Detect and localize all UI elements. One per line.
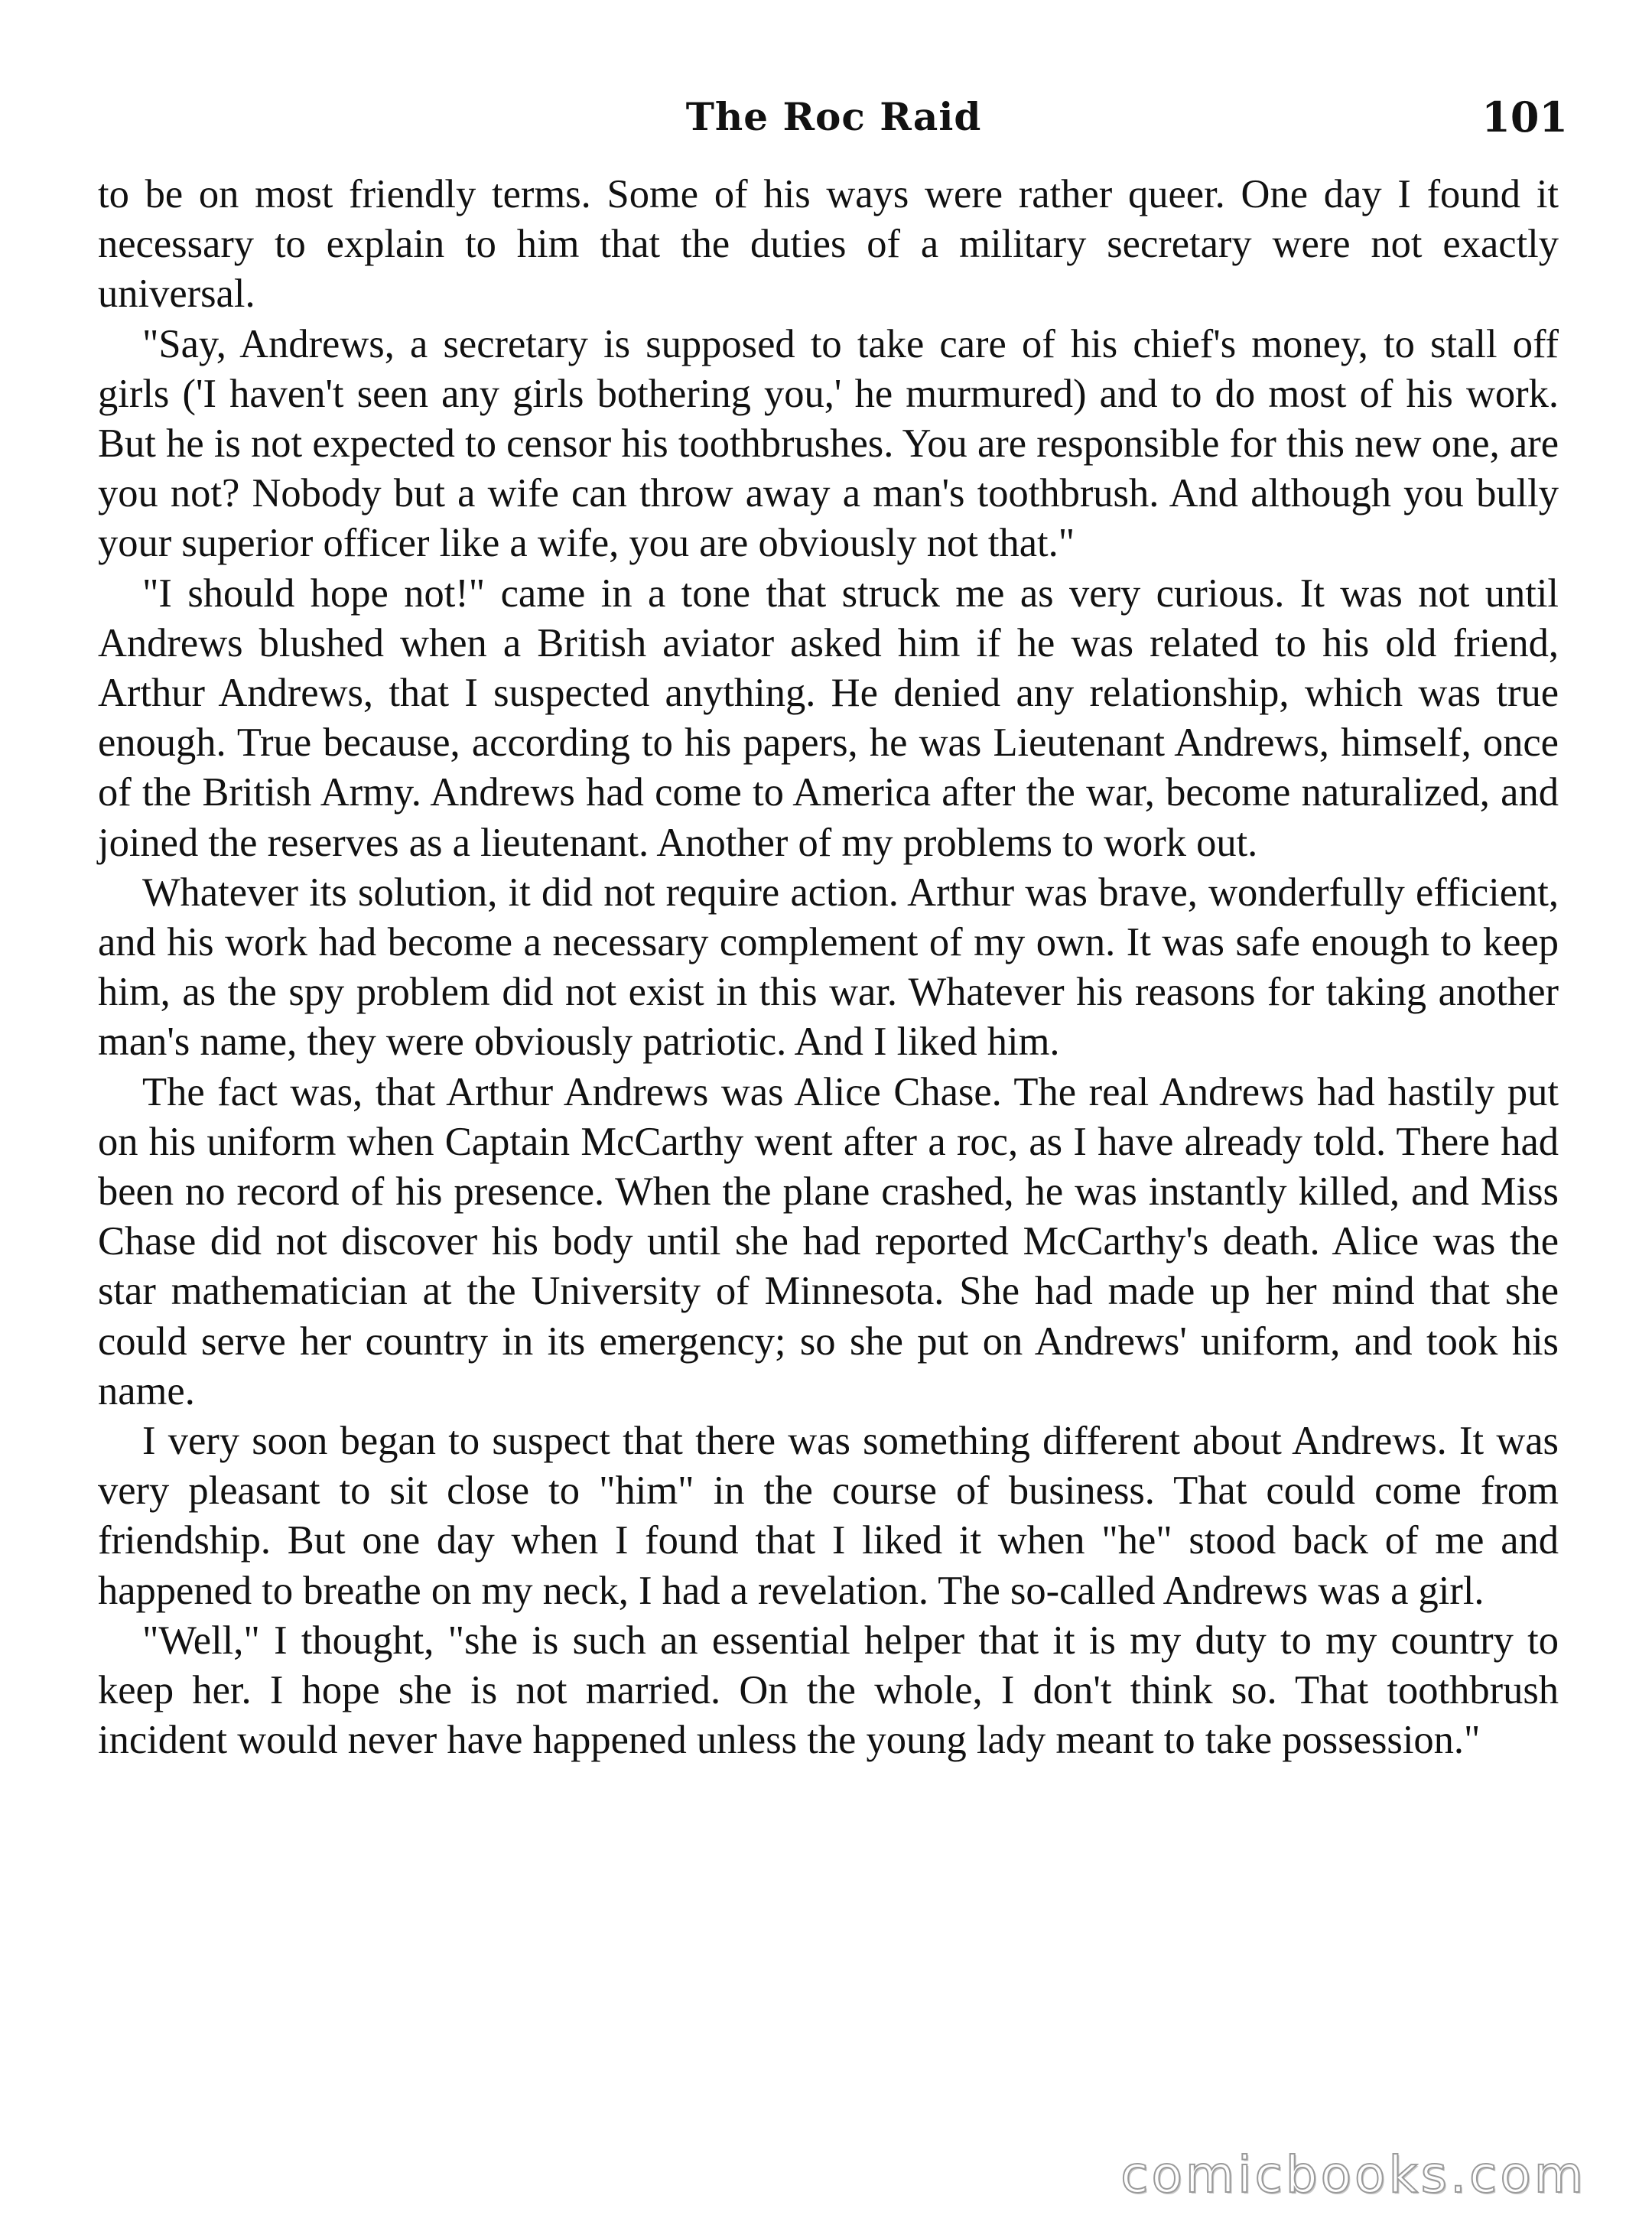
paragraph: I very soon began to suspect that there was something different about Andrews. It was very pleasant to sit close to "him" in the course of business. That could come from friendship. But one day when I found that I liked it when "he" stood back of me and happened to breathe on my neck, I had a revelation. The so-called Andrews was a girl. (98, 1419, 1559, 1613)
watermark: comicbooks.com (1120, 2145, 1586, 2204)
paragraph: "Well," I thought, "she is such an essential helper that it is my duty to my country to keep her. I hope she is not married. On the whole, I don't think so. That toothbrush incident would never have happened unless the young lady meant to take possession." (98, 1618, 1559, 1763)
running-title: The Roc Raid (685, 94, 982, 139)
body-text (98, 170, 1559, 1766)
paragraph: "Say, Andrews, a secretary is supposed to take care of his chief's money, to stall off girls ('I haven't seen any girls bothering you,' he murmured) and to do most of his work. But he is not expected to censor his toothbrushes. You are responsible for this new one, are you not? Nobody but a wife can throw away a man's toothbrush. And although you bully your superior officer like a wife, you are obviously not that." (98, 321, 1559, 566)
paragraph: The fact was, that Arthur Andrews was Alice Chase. The real Andrews had hastily put on his uniform when Captain McCarthy went after a roc, as I have already told. There had been no record of his presence. When the plane crashed, he was instantly killed, and Miss Chase did not discover his body until she had reported McCarthy's death. Alice was the star mathematician at the University of Minnesota. She had made up her mind that she could serve her country in its emergency; so she put on Andrews' uniform, and took his name. (98, 1069, 1559, 1413)
paragraph-continued: to be on most friendly terms. Some of his ways were rather queer. One day I found it necessary to explain to him that the duties of a military secretary were not exactly universal. (98, 172, 1559, 317)
page-number: 101 (1481, 93, 1568, 141)
paragraph: Whatever its solution, it did not require action. Arthur was brave, wonderfully efficient, and his work had become a necessary complement of my own. It was safe enough to keep him, as the spy problem did not exist in this war. Whatever his reasons for taking another man's name, they were obviously patriotic. And I liked him. (98, 870, 1559, 1065)
running-head (99, 83, 1568, 151)
paragraph: "I should hope not!" came in a tone that struck me as very curious. It was not until Andrews blushed when a British aviator asked him if he was related to his old friend, Arthur Andrews, that I suspected anything. He denied any relationship, which was true enough. True because, according to his papers, he was Lieutenant Andrews, himself, once of the British Army. Andrews had come to America after the war, become naturalized, and joined the reserves as a lieutenant. Another of my problems to work out. (98, 571, 1559, 865)
